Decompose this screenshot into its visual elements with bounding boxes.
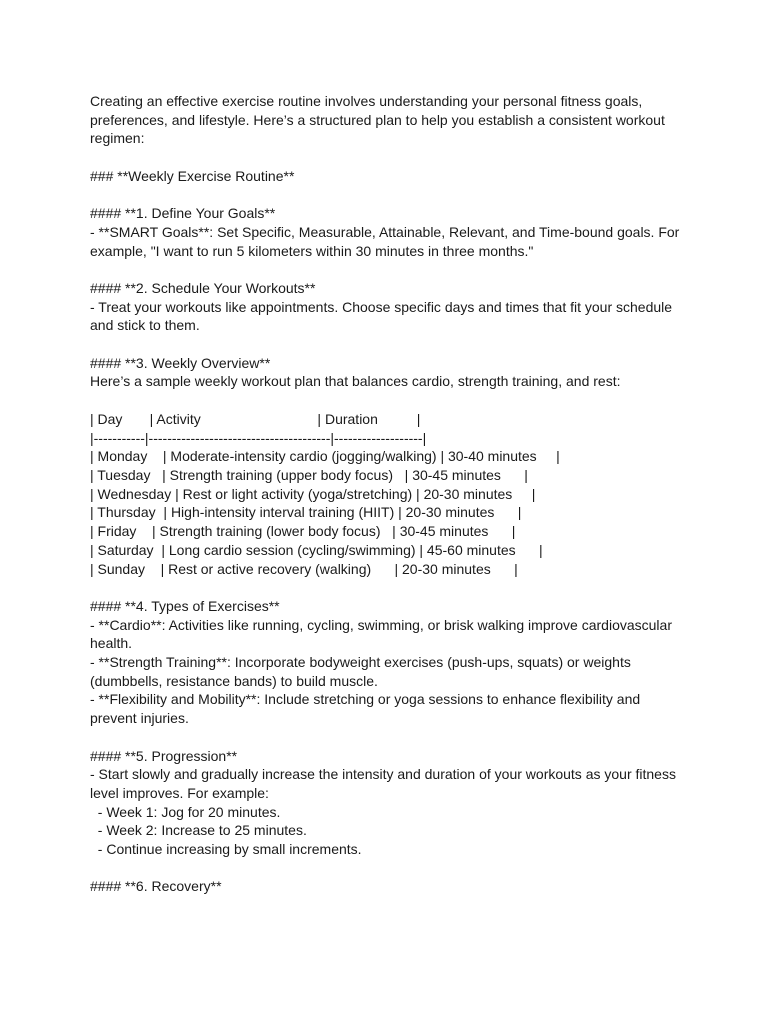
section-6-heading: #### **6. Recovery** — [90, 878, 222, 895]
table-row: | Monday | Moderate-intensity cardio (jogging/walking) | 30-40 minutes | — [90, 448, 560, 465]
list-item: - Week 2: Increase to 25 minutes. — [90, 822, 307, 839]
table-row: | Sunday | Rest or active recovery (walking) | 20-30 minutes | — [90, 560, 518, 577]
intro-paragraph: Creating an effective exercise routine involves understanding your personal fitness goals, preferences, and lifestyle. Here’s a structured plan to help you establish a consistent workout regimen: — [90, 93, 665, 147]
main-heading: ### **Weekly Exercise Routine** — [90, 167, 295, 184]
document-page — [90, 92, 690, 896]
list-item: - Continue increasing by small increments. — [90, 841, 362, 858]
table-row: | Wednesday | Rest or light activity (yoga/stretching) | 20-30 minutes | — [90, 485, 536, 502]
table-separator-line: |-----------|---------------------------------------|-------------------| — [90, 429, 427, 446]
list-item: - **Strength Training**: Incorporate bodyweight exercises (push-ups, squats) or weights (dumbbells, resistance bands) to build muscle. — [90, 654, 631, 689]
weekly-table — [90, 410, 690, 578]
list-item: - **Flexibility and Mobility**: Include stretching or yoga sessions to enhance flexibility and prevent injuries. — [90, 691, 641, 727]
section-3-text: Here’s a sample weekly workout plan that balances cardio, strength training, and rest: — [90, 373, 621, 390]
table-row: | Thursday | High-intensity interval training (HIIT) | 20-30 minutes | — [90, 504, 522, 521]
section-5-heading: #### **5. Progression** — [90, 747, 238, 764]
section-2-text: - Treat your workouts like appointments. Choose specific days and times that fit your schedule and stick to them. — [90, 298, 673, 334]
section-1-text: - **SMART Goals**: Set Specific, Measurable, Attainable, Relevant, and Time-bound goals. For example, "I want to run 5 kilometers within 30 minutes in three months." — [90, 223, 680, 259]
table-row: | Tuesday | Strength training (upper body focus) | 30-45 minutes | — [90, 466, 528, 483]
section-1-heading: #### **1. Define Your Goals** — [90, 205, 276, 222]
table-row: | Friday | Strength training (lower body focus) | 30-45 minutes | — [90, 523, 516, 540]
table-header-line: | Day | Activity | Duration | — [90, 410, 421, 427]
section-3-heading: #### **3. Weekly Overview** — [90, 354, 271, 371]
section-4-heading: #### **4. Types of Exercises** — [90, 597, 280, 614]
section-2-heading: #### **2. Schedule Your Workouts** — [90, 279, 316, 296]
section-5-text: - Start slowly and gradually increase the intensity and duration of your workouts as your fitness level improves. For example: — [90, 766, 676, 801]
list-item: - **Cardio**: Activities like running, cycling, swimming, or brisk walking improve cardiovascular health. — [90, 616, 672, 652]
table-row: | Saturday | Long cardio session (cycling/swimming) | 45-60 minutes | — [90, 541, 543, 558]
list-item: - Week 1: Jog for 20 minutes. — [90, 803, 281, 820]
